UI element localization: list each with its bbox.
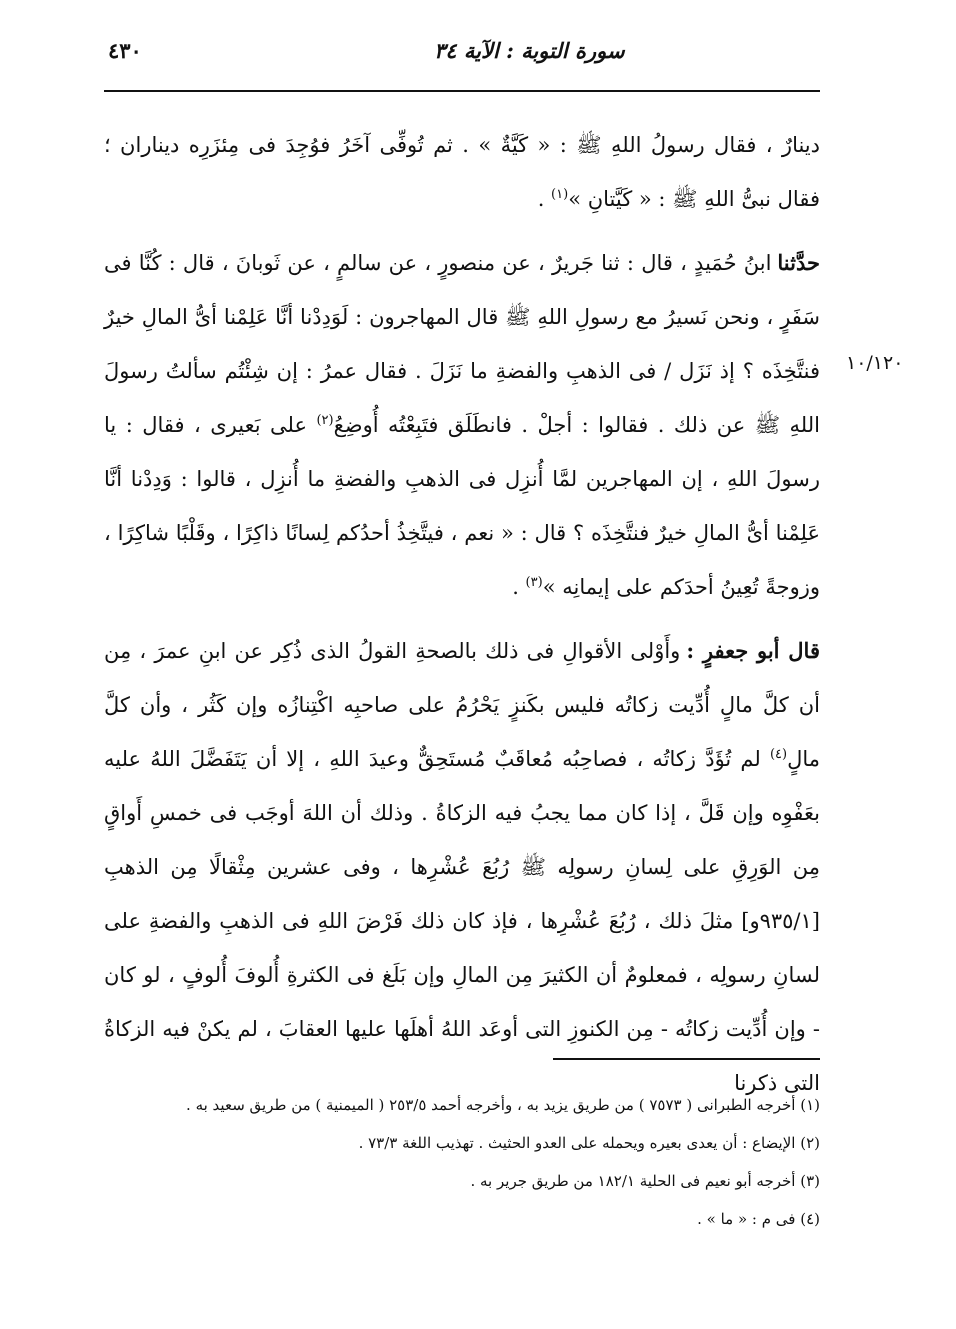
paragraph-3 — [104, 624, 820, 1110]
footnote-2: (٢) الإيضاع : أن يعدى بعيره ويحمله على العدو الحثيث . تهذيب اللغة ٧٣/٣ . — [358, 1134, 820, 1152]
footnote-marker-1: (١) — [551, 187, 569, 202]
paragraph-lead: حدَّثنا — [777, 250, 820, 275]
footnotes — [104, 1086, 820, 1238]
paragraph-tail: لم تُؤَدَّ زكاتُه ، فصاحِبُه مُعاقَبٌ مُستَحِقٌّ وعيدَ اللهِ ، إلا أن يَتَفَضَّلَ اللهُ عليه بعَفْوِه وإن قَلَّ ، إذا كان مما يجبُ فيه الزكاةُ . وذلك أن اللهَ أوجَب فى خمسِ أَواقٍ مِن الوَرِقِ على لِسانِ رسولِه ﷺ رُبُعَ عُشْرِها ، وفى عشرين مِثْقالًا مِن الذهبِ [٩٣٥/١و] مثلَ ذلك ، رُبُعَ عُشْرِها ، فإذ كان ذلك فَرْضَ اللهِ فى الذهبِ والفضةِ على لسانِ رسولِه ، فمعلومٌ أن الكثيرَ مِن المالِ وإن بَلَغ فى الكثرةِ أُلوفَ أُلوفٍ ، لو كان - وإن أُدِّيت زكاتُه - مِن الكنوزِ التى أوعَد اللهُ أهلَها عليها العقابَ ، لم يكنْ فيه الزكاةُ التى ذكرنا — [104, 747, 820, 1095]
paragraph-tail: . — [537, 187, 552, 211]
footnote-separator — [553, 1058, 820, 1060]
main-text — [104, 118, 820, 1110]
footnote-marker-3: (٣) — [525, 575, 543, 590]
running-title: سورة التوبة : الآية ٣٤ — [434, 38, 625, 63]
paragraph-text: وأَوْلى الأقوالِ فى ذلك بالصحةِ القولُ الذى ذُكِر عن ابنِ عمرَ ، مِن أن كلَّ مالٍ أُدِّيت زكاتُه فليس بكَنزٍ يَحْرُمُ على صاحبِه اكْتِنازُه وإن كَثُر ، وأن كلَّ مالٍ — [104, 639, 820, 771]
page-number: ٤٣٠ — [108, 38, 142, 63]
paragraph-tail-2: . — [512, 575, 526, 599]
paragraph-text: دينارٌ ، فقال رسولُ اللهِ ﷺ : « كَيَّةٌ » . ثم تُوفِّى آخَرُ فوُجِدَ فى مِئزَرِه ديناران ؛ فقال نبىُّ اللهِ ﷺ : « كَيَّتانِ » — [104, 133, 820, 211]
paragraph-lead: قال أبو جعفرٍ : — [686, 638, 820, 663]
footnote-marker-4: (٤) — [769, 747, 788, 762]
footnote-4: (٤) فى م : « ما » . — [697, 1210, 820, 1228]
footnote-1: (١) أخرجه الطبرانى ( ٧٥٧٣ ) من طريق يزيد به ، وأخرجه أحمد ٢٥٣/٥ ( الميمنية ) من طريق سعيد به . — [186, 1096, 820, 1114]
paragraph-2 — [104, 236, 820, 614]
header-rule — [104, 90, 820, 92]
footnote-3: (٣) أخرجه أبو نعيم فى الحلية ١٨٢/١ من طريق جرير به . — [470, 1172, 820, 1190]
paragraph-text: ابنُ حُمَيدٍ ، قال : ثنا جَريرٌ ، عن منصورٍ ، عن سالمٍ ، عن ثَوبانَ ، قال : كُنَّا فى سَفَرٍ ، ونحن نَسيرُ مع رسولِ اللهِ ﷺ قال المهاجرون : لَوَدِدْنا أنَّا عَلِمْنا أىُّ المالِ خيرٌ فنتَّخِذَه ؟ إذ نَزَل / فى الذهبِ والفضةِ ما نَزَلَ . فقال عمرُ : إن شِئْتُم سألتُ رسولَ اللهِ ﷺ عن ذلك . فقالوا : أجلْ . فانطَلَق فتَبِعْتُه أُوضِعُ — [104, 251, 820, 437]
margin-reference: ١٠/١٢٠ — [846, 352, 904, 374]
running-header — [104, 32, 820, 76]
footnote-marker-2: (٢) — [316, 413, 334, 428]
paragraph-1 — [104, 118, 820, 226]
paragraph-tail: على بَعيرى ، فقال : يا رسولَ اللهِ ، إن المهاجرين لمَّا أُنزِل فى الذهبِ والفضةِ ما أُنزِل ، قالوا : وَدِدْنا أنَّا عَلِمْنا أىُّ المالِ خيرٌ فنتَّخِذَه ؟ قال : « نعم ، فيتَّخِذُ أحدُكم لِسانًا ذاكِرًا ، وقَلْبًا شاكِرًا ، وزوجةً تُعِينُ أحدَكم على إيمانِه » — [104, 413, 820, 599]
